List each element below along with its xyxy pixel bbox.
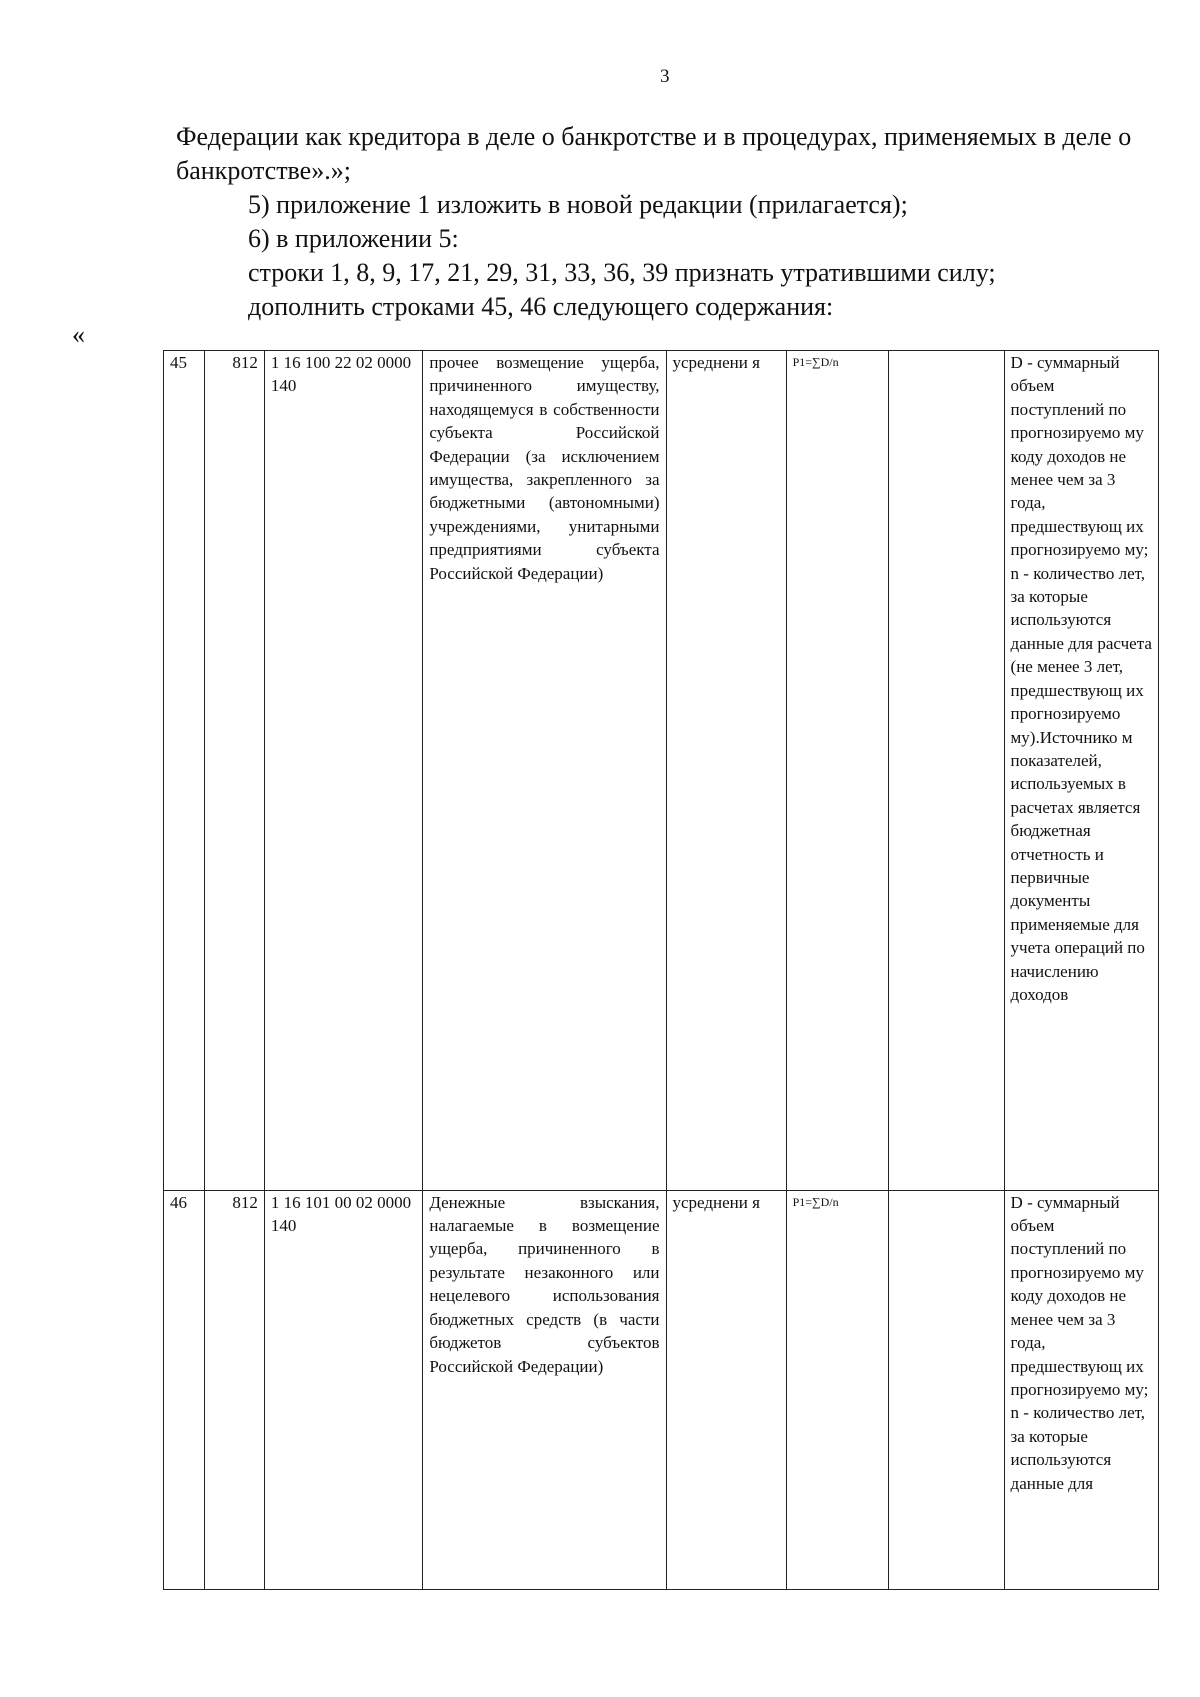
kbk-code: 1 16 100 22 02 0000 140 [264, 351, 422, 1191]
indicator-description: D - суммарный объем поступлений по прогнозируемо му коду доходов не менее чем за 3 года, предшествующ их прогнозируемо му; n - количество лет, за которые используются данные для [1004, 1190, 1158, 1589]
item-6: 6) в приложении 5: [248, 224, 459, 253]
appendix-table [163, 350, 1159, 1590]
revenue-name: Денежные взыскания, налагаемые в возмещение ущерба, причиненного в результате незаконного или нецелевого использования бюджетных средств (в части бюджетов субъектов Российской Федерации) [423, 1190, 666, 1589]
calc-formula: P1=∑D/n [786, 1190, 888, 1589]
empty-cell [888, 351, 1004, 1191]
intro-text [176, 120, 1156, 324]
supplement-text: дополнить строками 45, 46 следующего содержания: [248, 292, 834, 321]
opening-quote: « [72, 320, 85, 349]
table-row [164, 351, 1159, 1191]
calc-formula: P1=∑D/n [786, 351, 888, 1191]
row-number: 46 [164, 1190, 205, 1589]
kbk-code: 1 16 101 00 02 0000 140 [264, 1190, 422, 1589]
empty-cell [888, 1190, 1004, 1589]
rows-invalid-text: строки 1, 8, 9, 17, 21, 29, 31, 33, 36, 39 признать утратившими силу; [248, 258, 996, 287]
item-5: 5) приложение 1 изложить в новой редакции (прилагается); [248, 190, 908, 219]
intro-paragraph: Федерации как кредитора в деле о банкротстве и в процедурах, применяемых в деле о банкротстве».»; [176, 122, 1132, 185]
page-number: 3 [660, 66, 670, 87]
admin-code: 812 [205, 1190, 265, 1589]
calc-method: усреднени я [666, 1190, 786, 1589]
revenue-name: прочее возмещение ущерба, причиненного имуществу, находящемуся в собственности субъекта Российской Федерации (за исключением имущества, закрепленного за бюджетными (автономными) учреждениями, унитарными предприятиями субъекта Российской Федерации) [423, 351, 666, 1191]
admin-code: 812 [205, 351, 265, 1191]
table-row [164, 1190, 1159, 1589]
indicator-description: D - суммарный объем поступлений по прогнозируемо му коду доходов не менее чем за 3 года, предшествующ их прогнозируемо му; n - количество лет, за которые используются данные для расчета (не менее 3 лет, предшествующ их прогнозируемо му).Источнико м показателей, используемых в расчетах является бюджетная отчетность и первичные документы применяемые для учета операций по начислению доходов [1004, 351, 1158, 1191]
calc-method: усреднени я [666, 351, 786, 1191]
row-number: 45 [164, 351, 205, 1191]
